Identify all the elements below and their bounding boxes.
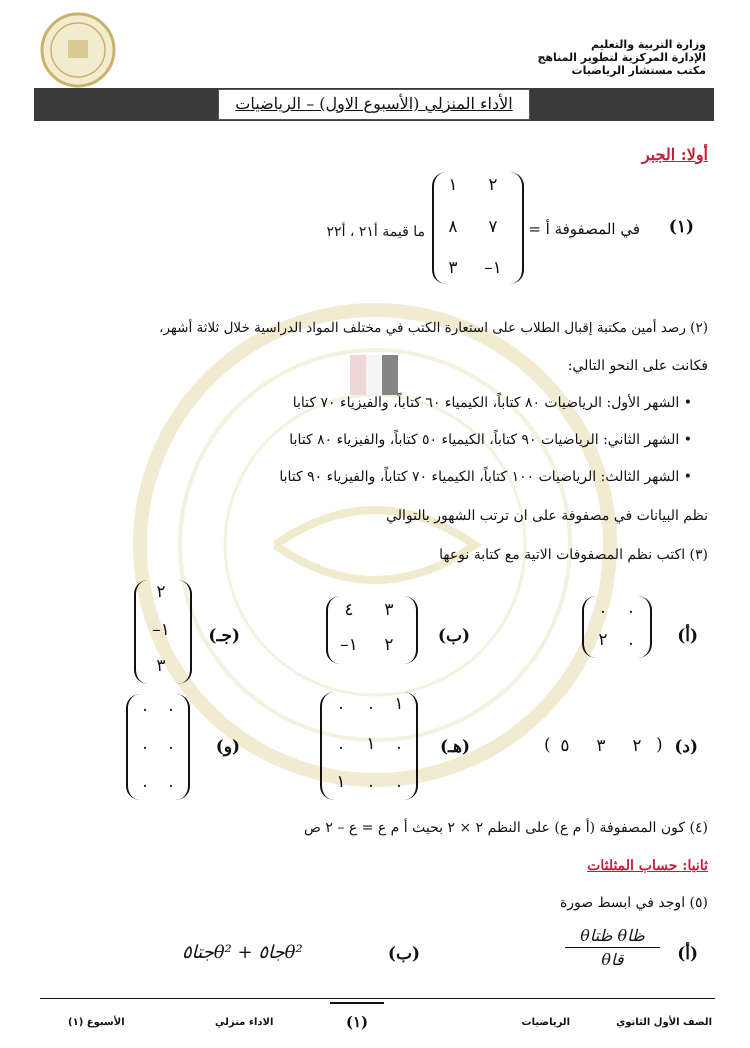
footer-grade: الصف الأول الثانوي [616, 1017, 712, 1028]
ministry-line: مكتب مستشار الرياضيات [571, 64, 706, 77]
matrix-cell: . [142, 734, 148, 754]
matrix-cell: . [168, 696, 174, 716]
bullet-text: الشهر الثالث: الرياضيات ١٠٠ كتاباً، الكيمياء ٧٠ كتاباً، والفيزياء ٩٠ كتابا [279, 469, 680, 485]
matrix-cell: . [600, 598, 606, 618]
matrix-cell: . [338, 694, 344, 714]
matrix-cell: ٢ [156, 582, 166, 602]
page-title: الأداء المنزلي (الأسبوع الاول) – الرياضيات [218, 89, 530, 120]
bullet-text: الشهر الثاني: الرياضيات ٩٠ كتاباً، الكيمياء ٥٠ كتاباً، والفيزياء ٨٠ كتابا [289, 432, 680, 448]
matrix-cell: ١– [340, 635, 358, 655]
section-heading-algebra: أولا: الجبر [641, 145, 708, 164]
matrix-cell: . [628, 630, 634, 650]
list-item: • الشهر الثاني: الرياضيات ٩٠ كتاباً، الكيمياء ٥٠ كتاباً، والفيزياء ٨٠ كتابا [289, 432, 692, 448]
section-heading-trigonometry: ثانيا: حساب المثلثات [587, 858, 708, 874]
q2-line2: فكانت على النحو التالي: [567, 358, 708, 374]
matrix-cell: . [338, 734, 344, 754]
matrix-cell: . [142, 772, 148, 792]
q5-fraction-a [565, 926, 660, 969]
q1-question: ما قيمة أ٢١ ، أ٢٢ [326, 224, 425, 240]
q3-label-d: (د) [674, 737, 698, 757]
matrix-cell: ٢ [384, 635, 394, 655]
q5-label-b: (ب) [387, 944, 420, 964]
matrix-cell: ١– [484, 258, 502, 278]
matrix-cell: . [368, 694, 374, 714]
q3-label-f: (و) [215, 737, 240, 757]
matrix-cell: . [168, 734, 174, 754]
footer-type: الاداء منزلي [215, 1017, 274, 1028]
q5-expr-b: θ²جا٥ + θ²جتا٥ [182, 942, 303, 963]
q3-text: (٣) اكتب نظم المصفوفات الاتية مع كتابة نوعها [439, 547, 708, 563]
ministry-logo-icon [40, 12, 116, 88]
matrix-cell: ٨ [448, 217, 458, 237]
list-item: • الشهر الثالث: الرياضيات ١٠٠ كتاباً، الكيمياء ٧٠ كتاباً، والفيزياء ٩٠ كتابا [279, 469, 692, 485]
matrix-cell: ١– [152, 620, 170, 640]
q2-instruction: نظم البيانات في مصفوفة على ان ترتب الشهور بالتوالي [386, 508, 708, 524]
q5-label-a: (أ) [677, 944, 698, 964]
page-number: (١) [330, 1002, 384, 1040]
matrix-cell: ٢ [632, 736, 642, 756]
q4-text: (٤) كون المصفوفة (أ م ع) على النظم ٢ × ٢ بحيث أ م ع = ع – ٢ ص [304, 820, 708, 836]
matrix-cell: . [396, 772, 402, 792]
matrix-cell: ٥ [560, 736, 570, 756]
matrix-cell: ١ [448, 175, 458, 195]
matrix-cell: ٧ [488, 217, 498, 237]
matrix-cell: . [168, 772, 174, 792]
bullet-text: الشهر الأول: الرياضيات ٨٠ كتاباً، الكيمياء ٦٠ كتاباً، والفيزياء ٧٠ كتابا [292, 395, 680, 411]
matrix-cell: . [142, 696, 148, 716]
matrix-d: ( ٥ ٣ ٢ ) [544, 735, 663, 756]
matrix-cell: ١ [394, 694, 404, 714]
q1-text: في المصفوفة أ = [528, 220, 640, 238]
footer-subject: الرياضيات [521, 1017, 570, 1028]
q5-text: (٥) اوجد في ابسط صورة [559, 895, 708, 911]
ministry-line: وزارة التربية والتعليم [591, 38, 706, 51]
matrix-cell: ٢ [488, 175, 498, 195]
matrix-cell: ٣ [448, 258, 458, 278]
footer-week: الأسبوع (١) [68, 1017, 125, 1028]
fraction-numerator: ظاθ ظتاθ [565, 926, 660, 948]
matrix-cell: ٤ [344, 600, 354, 620]
fraction-denominator: قاθ [601, 950, 624, 969]
ministry-header [446, 38, 706, 77]
q3-label-c: (جـ) [208, 626, 240, 646]
matrix-cell: ١ [336, 772, 346, 792]
matrix-cell: . [628, 598, 634, 618]
ministry-line: الإدارة المركزية لتطوير المناهج [537, 51, 706, 64]
matrix-cell: ٣ [156, 656, 166, 676]
q1-number: (١) [668, 217, 694, 237]
matrix-cell: ٢ [598, 630, 608, 650]
matrix-cell: . [396, 734, 402, 754]
q2-line1: (٢) رصد أمين مكتبة إقبال الطلاب على استعارة الكتب في مختلف المواد الدراسية خلال ثلاثة أشهر، [159, 320, 708, 336]
matrix-cell: ١ [366, 734, 376, 754]
matrix-cell: . [368, 772, 374, 792]
matrix-cell: ٣ [384, 600, 394, 620]
q3-label-a: (أ) [677, 626, 698, 646]
q3-label-e: (هـ) [439, 737, 470, 757]
matrix-cell: ٣ [596, 736, 606, 756]
list-item: • الشهر الأول: الرياضيات ٨٠ كتاباً، الكيمياء ٦٠ كتاباً، والفيزياء ٧٠ كتابا [292, 395, 692, 411]
q3-label-b: (ب) [437, 626, 470, 646]
footer-divider [40, 998, 715, 999]
